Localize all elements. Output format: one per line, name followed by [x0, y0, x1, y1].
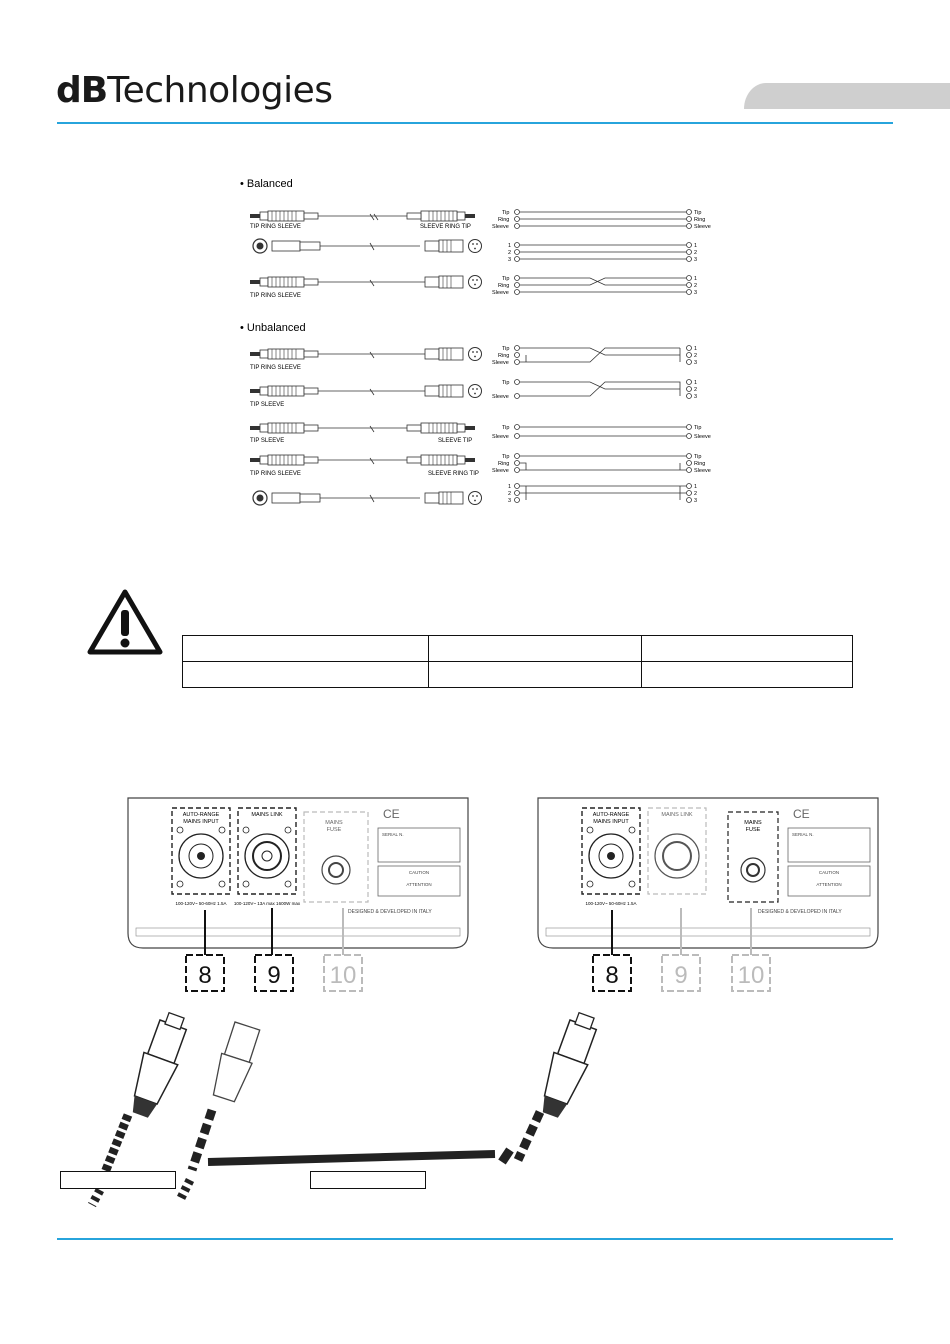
warning-table	[182, 635, 853, 688]
svg-text:Tip: Tip	[502, 210, 510, 216]
svg-text:Tip: Tip	[502, 380, 510, 386]
cable-trs-xlr	[250, 276, 482, 289]
callout-10-right: 10	[737, 962, 765, 989]
svg-text:Sleeve: Sleeve	[492, 468, 509, 474]
header-rule	[57, 122, 893, 124]
label-srt-2: SLEEVE RING TIP	[428, 471, 479, 477]
svg-text:SERIAL N.: SERIAL N.	[382, 832, 404, 837]
svg-text:2: 2	[508, 250, 512, 256]
svg-text:AUTO-RANGE: AUTO-RANGE	[182, 812, 220, 818]
svg-text:100-120V~ 13A max 1600W max: 100-120V~ 13A max 1600W max	[233, 901, 301, 906]
svg-text:Sleeve: Sleeve	[694, 434, 711, 440]
svg-text:FUSE: FUSE	[745, 827, 761, 833]
warning-icon	[86, 588, 164, 656]
svg-text:1: 1	[694, 346, 698, 352]
page-tab	[744, 83, 950, 109]
svg-text:Sleeve: Sleeve	[694, 468, 711, 474]
cable-u3	[250, 423, 475, 433]
svg-text:MAINS LINK: MAINS LINK	[251, 812, 283, 818]
table-cell	[429, 636, 642, 662]
callout-8-right: 8	[605, 962, 619, 989]
svg-text:Sleeve: Sleeve	[492, 224, 509, 230]
svg-text:Tip: Tip	[502, 346, 510, 352]
label-trs-2: TIP RING SLEEVE	[250, 293, 301, 299]
caption-box-left	[60, 1171, 176, 1189]
wiring-diagram	[230, 170, 730, 520]
svg-text:MAINS: MAINS	[325, 820, 343, 826]
svg-text:Ring: Ring	[694, 461, 706, 467]
svg-text:3: 3	[694, 394, 698, 400]
rear-panel-right	[538, 798, 878, 948]
svg-text:100-120V~ 50-60Hz 1.5A: 100-120V~ 50-60Hz 1.5A	[585, 901, 637, 906]
svg-text:DESIGNED & DEVELOPED IN ITALY: DESIGNED & DEVELOPED IN ITALY	[348, 909, 432, 915]
svg-text:ATTENTION: ATTENTION	[406, 882, 432, 887]
label-srt-1: SLEEVE RING TIP	[420, 224, 471, 230]
svg-text:CAUTION: CAUTION	[408, 870, 430, 875]
table-cell	[642, 662, 853, 688]
svg-text:1: 1	[508, 484, 512, 490]
svg-text:2: 2	[508, 491, 512, 497]
callout-10-left: 10	[329, 962, 357, 989]
cable-u4	[250, 455, 475, 465]
svg-text:FUSE: FUSE	[326, 827, 342, 833]
label-ts-2: TIP SLEEVE	[250, 438, 285, 444]
svg-text:MAINS INPUT: MAINS INPUT	[183, 819, 219, 825]
label-ts-1: TIP SLEEVE	[250, 402, 285, 408]
svg-text:Tip: Tip	[502, 425, 510, 431]
callout-9-right: 9	[674, 962, 688, 989]
svg-text:1: 1	[694, 276, 698, 282]
svg-text:3: 3	[694, 498, 698, 504]
svg-text:Sleeve: Sleeve	[694, 224, 711, 230]
table-cell	[642, 636, 853, 662]
svg-text:AUTO-RANGE: AUTO-RANGE	[592, 812, 630, 818]
caption-box-middle	[310, 1171, 426, 1189]
table-row	[183, 636, 853, 662]
svg-text:2: 2	[694, 250, 698, 256]
svg-text:2: 2	[694, 283, 698, 289]
table-cell	[429, 662, 642, 688]
svg-text:MAINS INPUT: MAINS INPUT	[593, 819, 629, 825]
svg-text:CE: CE	[793, 807, 810, 821]
callout-8-left: 8	[198, 962, 212, 989]
callout-9-left: 9	[267, 962, 281, 989]
table-cell	[183, 636, 429, 662]
cable-xlr-xlr	[253, 239, 482, 253]
svg-text:1: 1	[694, 380, 698, 386]
svg-text:Tip: Tip	[694, 425, 702, 431]
unbalanced-label: • Unbalanced	[240, 322, 306, 334]
cable-u2	[250, 385, 482, 398]
svg-text:Sleeve: Sleeve	[492, 434, 509, 440]
svg-text:2: 2	[694, 353, 698, 359]
logo-light: Technologies	[107, 70, 333, 111]
label-trs-4: TIP RING SLEEVE	[250, 471, 301, 477]
svg-text:Ring: Ring	[498, 283, 510, 289]
svg-text:SERIAL N.: SERIAL N.	[792, 832, 814, 837]
table-row	[183, 662, 853, 688]
svg-text:3: 3	[694, 360, 698, 366]
svg-text:Tip: Tip	[502, 454, 510, 460]
svg-text:Tip: Tip	[502, 276, 510, 282]
footer-rule	[57, 1238, 893, 1240]
label-trs-3: TIP RING SLEEVE	[250, 365, 301, 371]
svg-text:Sleeve: Sleeve	[492, 394, 509, 400]
svg-text:Ring: Ring	[498, 217, 510, 223]
svg-text:3: 3	[508, 498, 512, 504]
svg-text:CAUTION: CAUTION	[818, 870, 840, 875]
svg-text:Tip: Tip	[694, 210, 702, 216]
svg-text:100-120V~ 50-60Hz 1.5A: 100-120V~ 50-60Hz 1.5A	[175, 901, 227, 906]
svg-text:Sleeve: Sleeve	[492, 290, 509, 296]
svg-text:Sleeve: Sleeve	[492, 360, 509, 366]
ce-mark: CE	[383, 807, 400, 821]
balanced-label: • Balanced	[240, 178, 293, 190]
svg-text:Ring: Ring	[694, 217, 706, 223]
svg-text:DESIGNED & DEVELOPED IN ITALY: DESIGNED & DEVELOPED IN ITALY	[758, 909, 842, 915]
svg-text:1: 1	[508, 243, 512, 249]
logo-bold: dB	[56, 70, 108, 111]
svg-text:MAINS LINK: MAINS LINK	[661, 812, 693, 818]
power-link-diagram	[40, 790, 900, 1210]
table-cell	[183, 662, 429, 688]
svg-text:2: 2	[694, 387, 698, 393]
svg-text:Tip: Tip	[694, 454, 702, 460]
svg-text:3: 3	[508, 257, 512, 263]
svg-text:ATTENTION: ATTENTION	[816, 882, 842, 887]
svg-text:MAINS: MAINS	[744, 820, 762, 826]
rear-panel-left	[128, 798, 468, 948]
cable-u5	[253, 491, 482, 505]
svg-text:1: 1	[694, 484, 698, 490]
label-trs-1: TIP RING SLEEVE	[250, 224, 301, 230]
cable-u1	[250, 348, 482, 361]
svg-text:3: 3	[694, 290, 698, 296]
svg-text:1: 1	[694, 243, 698, 249]
cable-trs-trs	[250, 211, 475, 221]
svg-text:Ring: Ring	[498, 461, 510, 467]
svg-text:3: 3	[694, 257, 698, 263]
schematics	[492, 210, 711, 505]
label-st-1: SLEEVE TIP	[438, 438, 473, 444]
svg-text:2: 2	[694, 491, 698, 497]
brand-logo	[56, 70, 332, 111]
svg-text:Ring: Ring	[498, 353, 510, 359]
